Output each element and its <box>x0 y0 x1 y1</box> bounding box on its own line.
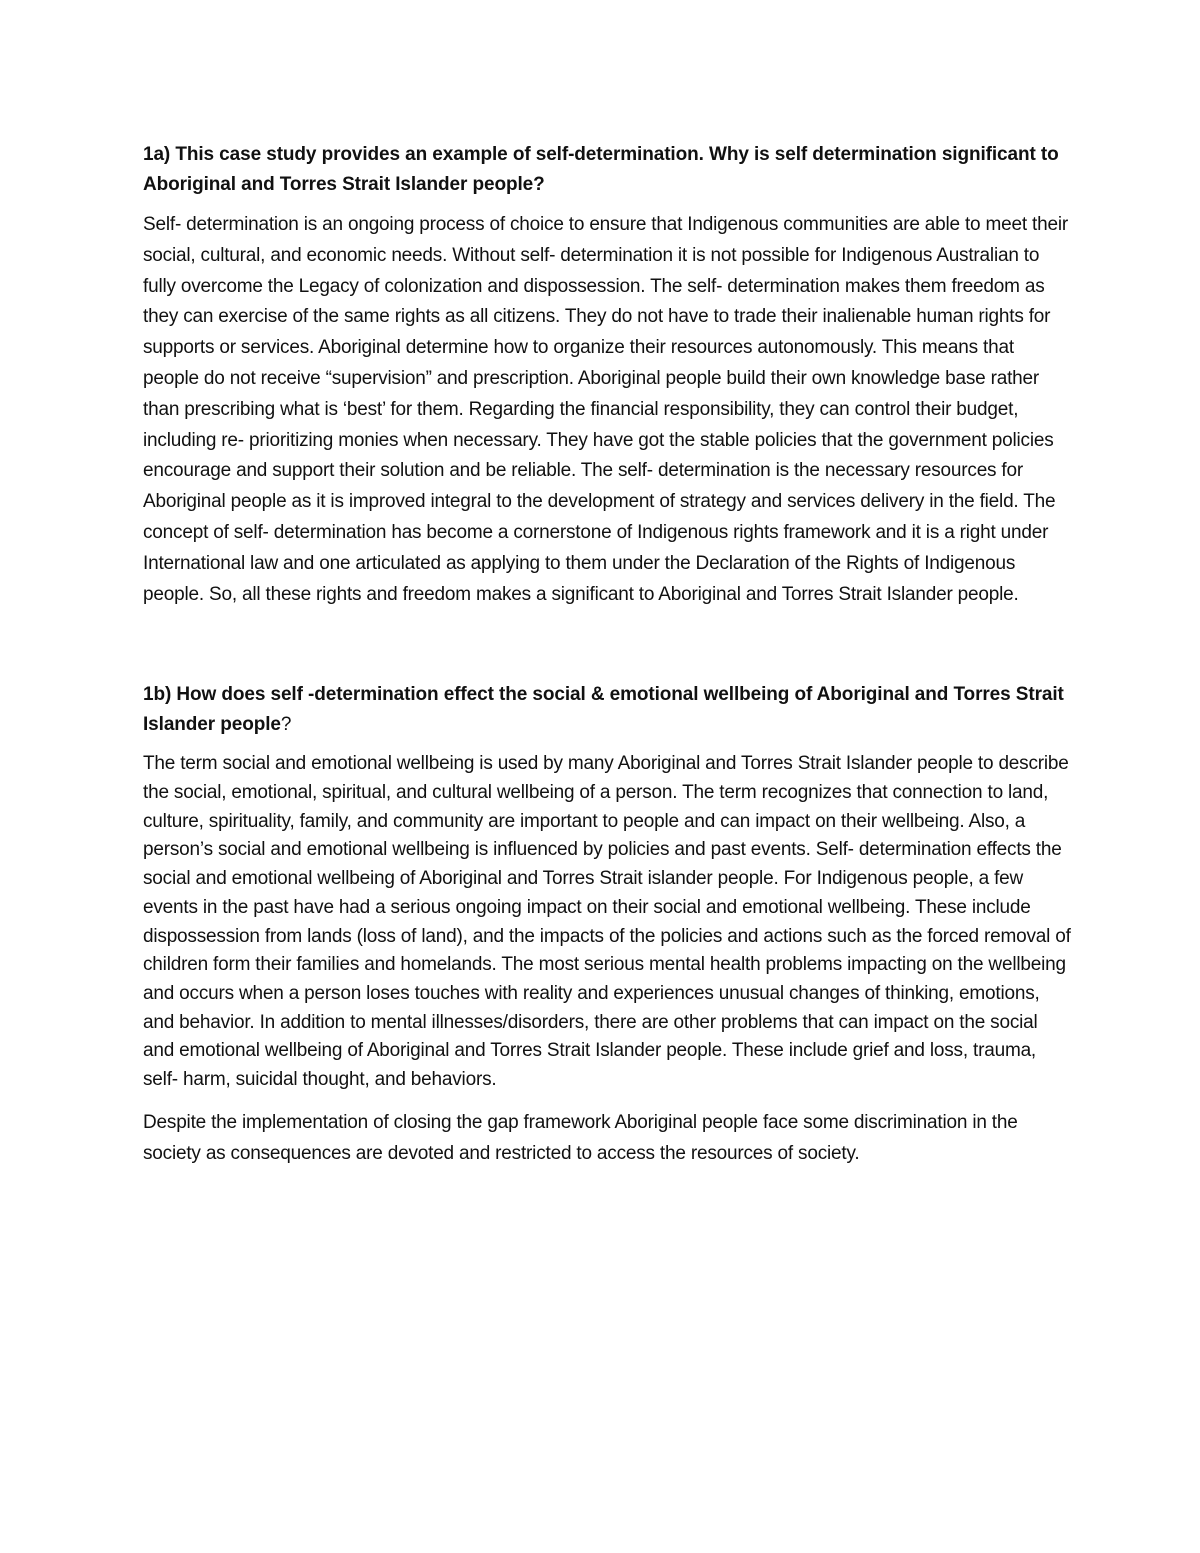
question-1b-mark: ? <box>280 714 292 736</box>
question-1b <box>143 680 1073 740</box>
document-page <box>143 140 1073 1169</box>
answer-1b: The term social and emotional wellbeing is used by many Aboriginal and Torres Strait Islander people to describe the social, emotional, spiritual, and cultural wellbeing of a person. The term recognizes that connection to land, culture, spirituality, family, and community are important to people and can impact on their wellbeing. Also, a person’s social and emotional wellbeing is influenced by policies and past events. Self- determination effects the social and emotional wellbeing of Aboriginal and Torres Strait islander people. For Indigenous people, a few events in the past have had a serious ongoing impact on their social and emotional wellbeing. These include dispossession from lands (loss of land), and the impacts of the policies and actions such as the forced removal of children form their families and homelands. The most serious mental health problems impacting on the wellbeing and occurs when a person loses touches with reality and experiences unusual changes of thinking, emotions, and behavior. In addition to mental illnesses/disorders, there are other problems that can impact on the social and emotional wellbeing of Aboriginal and Torres Strait Islander people. These include grief and loss, trauma, self- harm, suicidal thought, and behaviors. <box>143 753 1071 1091</box>
question-1b-text: 1b) How does self -determination effect the social & emotional wellbeing of Aboriginal and Torres Strait Islander people <box>143 684 1064 736</box>
section-spacer <box>143 610 1073 680</box>
answer-1b-paragraph-2: Despite the implementation of closing the gap framework Aboriginal people face some discrimination in the society as consequences are devoted and restricted to access the resources of society. <box>143 1111 1018 1164</box>
answer-1a: Self- determination is an ongoing process of choice to ensure that Indigenous communities are able to meet their social, cultural, and economic needs. Without self- determination it is not possible for Indigenous Australian to fully overcome the Legacy of colonization and dispossession. The self- determination makes them freedom as they can exercise of the same rights as all citizens. They do not have to trade their inalienable human rights for supports or services. Aboriginal determine how to organize their resources autonomously. This means that people do not receive “supervision” and prescription. Aboriginal people build their own knowledge base rather than prescribing what is ‘best’ for them. Regarding the financial responsibility, they can control their budget, including re- prioritizing monies when necessary. They have got the stable policies that the government policies encourage and support their solution and be reliable. The self- determination is the necessary resources for Aboriginal people as it is improved integral to the development of strategy and services delivery in the field. The concept of self- determination has become a cornerstone of Indigenous rights framework and it is a right under International law and one articulated as applying to them under the Declaration of the Rights of Indigenous people. So, all these rights and freedom makes a significant to Aboriginal and Torres Strait Islander people. <box>143 214 1068 605</box>
question-1a: 1a) This case study provides an example of self-determination. Why is self determination significant to Aboriginal and Torres Strait Islander people? <box>143 144 1059 195</box>
